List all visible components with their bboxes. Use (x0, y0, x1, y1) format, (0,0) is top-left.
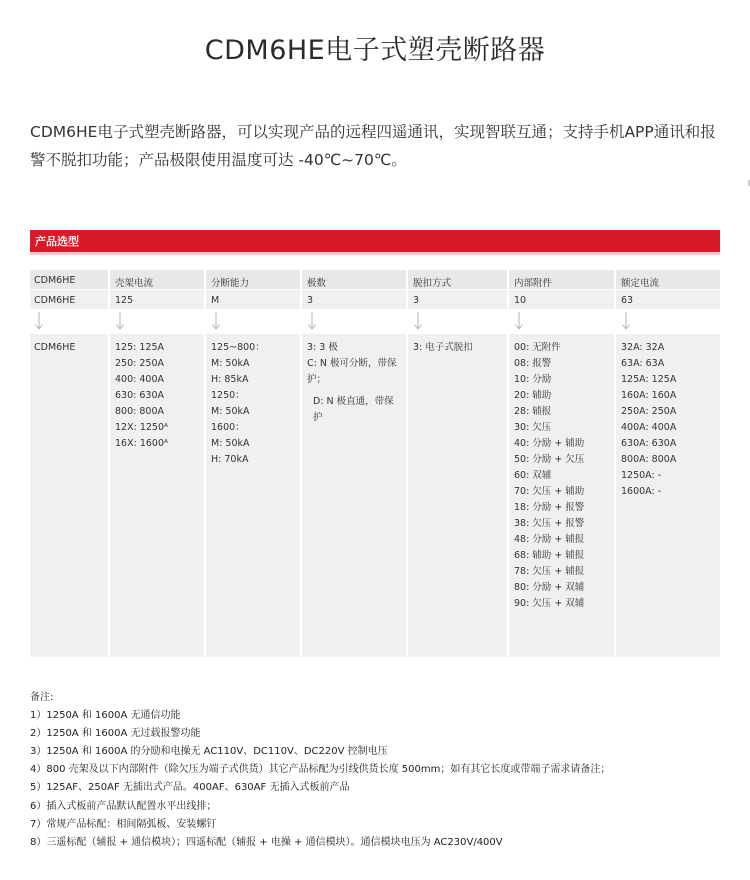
option-item: 38: 欠压 + 报警 (514, 518, 585, 529)
column-separator (204, 270, 206, 657)
column-separator (300, 270, 302, 657)
option-item: 16X: 1600ᴬ (115, 438, 169, 449)
option-item: M: 50kA (211, 358, 250, 369)
example-cell-trip-type: 3 (413, 295, 420, 306)
selection-table (30, 270, 720, 657)
option-item: 12X: 1250ᴬ (115, 422, 169, 433)
option-item: 125: 125A (115, 342, 164, 353)
option-item: 250A: 250A (621, 406, 677, 417)
option-item: 1250： (211, 390, 245, 401)
option-item: 70: 欠压 + 辅助 (514, 486, 585, 497)
header-cell-model: CDM6HE (34, 275, 76, 286)
down-arrow-icon (413, 312, 423, 334)
option-item: 125~800： (211, 342, 265, 353)
option-item: 68: 辅助 + 辅报 (514, 550, 585, 561)
column-separator (406, 270, 408, 657)
option-item: 90: 欠压 + 双辅 (514, 598, 585, 609)
note-item: 7）常规产品标配：相间隔弧板、安装螺钉 (30, 818, 217, 830)
intro-paragraph: CDM6HE电子式塑壳断路器，可以实现产品的远程四遥通讯，实现智联互通；支持手机APP通讯和报警不脱扣功能；产品极限使用温度可达 -40℃~70℃。 (30, 123, 716, 169)
option-item: M: 50kA (211, 406, 250, 417)
example-row (30, 290, 720, 309)
option-item: 80: 分励 + 双辅 (514, 582, 585, 593)
option-item: 32A: 32A (621, 342, 665, 353)
option-item: C: N 极可分断，带保护； (307, 358, 397, 385)
section-bar (30, 230, 720, 252)
note-item: 4）800 壳架及以下内部附件（除欠压为端子式供货）其它产品标配为引线供货长度 500mm；如有其它长度或带端子需求请备注； (30, 764, 611, 776)
page-title: CDM6HE电子式塑壳断路器 (204, 35, 546, 66)
option-item: 160A: 160A (621, 390, 677, 401)
options-col-model (34, 340, 75, 356)
options-col-accessories (514, 340, 584, 612)
header-cell-poles: 极数 (307, 278, 327, 289)
column-separator (614, 270, 616, 657)
example-cell-frame-current: 125 (115, 295, 134, 306)
example-cell-poles: 3 (307, 295, 314, 306)
option-item: 1600： (211, 422, 245, 433)
option-item: 630A: 630A (621, 438, 677, 449)
example-cell-accessories: 10 (514, 295, 527, 306)
section-bar-underline (30, 252, 720, 255)
options-col-poles (307, 340, 403, 426)
example-cell-breaking-capacity: M (211, 295, 220, 306)
down-arrow-icon (514, 312, 524, 334)
option-item: 10: 分励 (514, 374, 552, 385)
note-item: 2）1250A 和 1600A 无过载报警功能 (30, 728, 201, 740)
option-item: 78: 欠压 + 辅报 (514, 566, 585, 577)
option-item: 40: 分励 + 辅助 (514, 438, 585, 449)
option-item: 50: 分励 + 欠压 (514, 454, 585, 465)
option-item: 18: 分励 + 报警 (514, 502, 585, 513)
column-separator (507, 270, 509, 657)
header-cell-accessories: 内部附件 (514, 278, 553, 289)
option-item: 08: 报警 (514, 358, 552, 369)
option-item: CDM6HE (34, 342, 76, 353)
option-item: 1600A: - (621, 486, 662, 497)
option-item: M: 50kA (211, 438, 250, 449)
down-arrow-icon (307, 312, 317, 334)
options-col-frame-current (115, 340, 168, 452)
note-item: 8）三遥标配（辅报 + 通信模块）；四遥标配（辅报 + 电操 + 通信模块）。通信模块电压为 AC230V/400V (30, 836, 503, 848)
example-cell-model: CDM6HE (34, 295, 76, 306)
header-cell-trip-type: 脱扣方式 (413, 278, 452, 289)
section-label: 产品选型 (35, 235, 79, 248)
option-item: 28: 辅报 (514, 406, 552, 417)
down-arrow-icon (115, 312, 125, 334)
option-item: D: N 极直通，带保护 (313, 396, 394, 423)
note-item: 1）1250A 和 1600A 无通信功能 (30, 710, 181, 722)
header-cell-rated-current: 额定电流 (621, 278, 660, 289)
option-item: 125A: 125A (621, 374, 677, 385)
option-item: 3: 3 极 (307, 342, 338, 353)
option-item: 800A: 800A (621, 454, 677, 465)
option-item: 63A: 63A (621, 358, 665, 369)
column-separator (108, 270, 110, 657)
example-cell-rated-current: 63 (621, 295, 634, 306)
option-item: 30: 欠压 (514, 422, 552, 433)
option-item: 1250A: - (621, 470, 662, 481)
option-item: 3: 电子式脱扣 (413, 342, 473, 353)
option-item: 250: 250A (115, 358, 164, 369)
options-col-breaking-capacity (211, 340, 265, 468)
options-col-rated-current (621, 340, 676, 500)
down-arrow-icon (34, 312, 44, 334)
option-item: 00: 无附件 (514, 342, 561, 353)
note-item: 3）1250A 和 1600A 的分励和电操无 AC110V、DC110V、DC220V 控制电压 (30, 746, 388, 758)
notes-section (30, 689, 610, 852)
note-item: 6）插入式板前产品默认配置水平出线排； (30, 800, 217, 812)
option-item: 630: 630A (115, 390, 164, 401)
notes-heading: 备注: (30, 692, 54, 703)
option-item: H: 85kA (211, 374, 249, 385)
note-item: 5）125AF、250AF 无插出式产品。400AF、630AF 无插入式板前产品 (30, 782, 350, 794)
option-item: 60: 双辅 (514, 470, 552, 481)
option-item: 400A: 400A (621, 422, 677, 433)
options-col-trip-type (413, 340, 473, 356)
option-item: 400: 400A (115, 374, 164, 385)
down-arrow-icon (621, 312, 631, 334)
header-cell-frame-current: 壳架电流 (115, 278, 154, 289)
option-item: H: 70kA (211, 454, 249, 465)
option-item: 48: 分励 + 辅报 (514, 534, 585, 545)
option-item: 20: 辅助 (514, 390, 552, 401)
option-item: 800: 800A (115, 406, 164, 417)
down-arrow-icon (211, 312, 221, 334)
header-cell-breaking-capacity: 分断能力 (211, 278, 250, 289)
